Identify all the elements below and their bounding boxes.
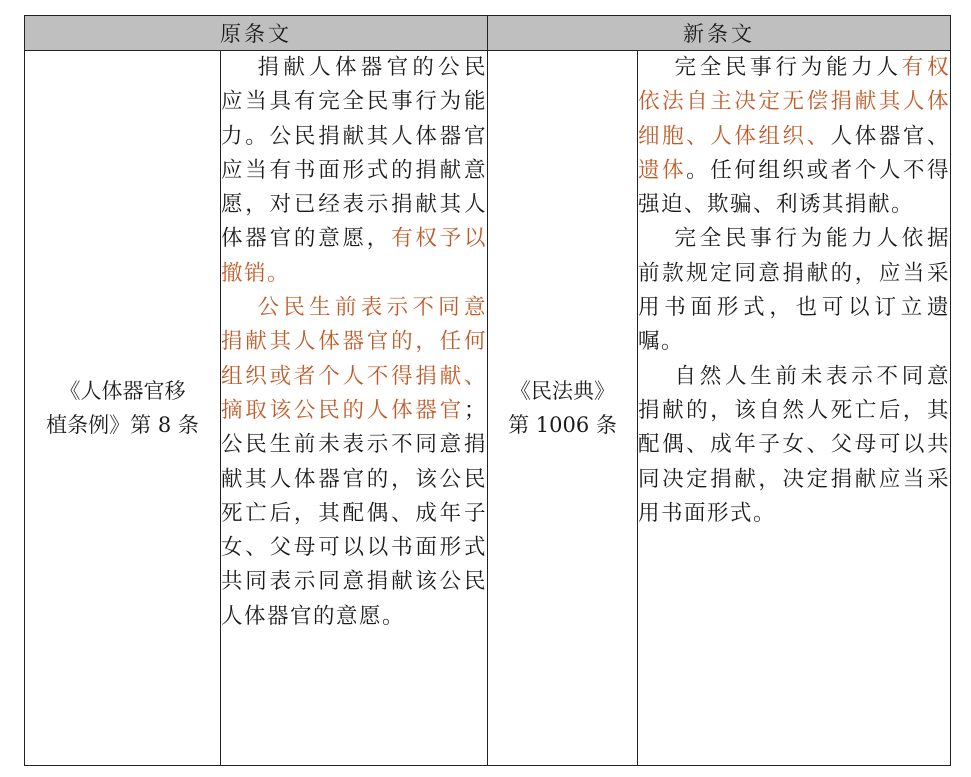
new-p1-highlight-2: 遗体 [638,157,687,183]
new-p1-c: 。任何组织或者个人不得强迫、欺骗、利诱其捐献。 [638,157,950,218]
content-row [25,51,951,766]
original-law-cell [25,51,221,766]
new-p1-a: 完全民事行为能力人 [674,55,902,80]
original-p1-plain: 捐献人体器官的公民应当具有完全民事行为能力。公民捐献其人体器官应当有书面形式的捐献意愿，对已经表示捐献其人体器官的意愿， [221,55,487,252]
original-header: 原条文 [25,16,488,51]
new-p1-b: 人体器官、 [830,123,950,149]
comparison-table [24,15,951,766]
new-paragraph-2: 完全民事行为能力人依据前款规定同意捐献的，应当采用书面形式，也可以订立遗嘱。 [638,226,950,355]
new-text-cell [638,51,951,766]
original-p2-plain: ；公民生前未表示不同意捐献其人体器官的，该公民死亡后，其配偶、成年子女、父母可以以书面形式共同表示同意捐献该公民人体器官的意愿。 [221,397,487,629]
original-law-line1: 《人体器官移 [59,379,186,403]
new-paragraph-3: 自然人生前未表示不同意捐献的，该自然人死亡后，其配偶、成年子女、父母可以共同决定捐献，决定捐献应当采用书面形式。 [638,363,950,526]
new-paragraph-1 [638,51,950,222]
original-p2-highlight: 公民生前表示不同意捐献其人体器官的，任何组织或者个人不得捐献、摘取该公民的人体器官 [221,295,487,423]
original-paragraph-1 [221,51,487,291]
new-law-cell [488,51,638,766]
original-paragraph-2 [221,291,487,634]
new-header: 新条文 [488,16,951,51]
new-law-line2: 第 1006 条 [508,413,617,437]
header-row [25,16,951,51]
new-law-line1: 《民法典》 [510,379,615,403]
original-law-line2: 植条例》第 8 条 [46,413,199,437]
new-p1-highlight-1: 有权依法自主决定无偿捐献其人体细胞、人体组织、 [638,55,950,149]
original-p1-highlight: 有权予以撤销。 [221,226,487,286]
original-text-cell [221,51,488,766]
